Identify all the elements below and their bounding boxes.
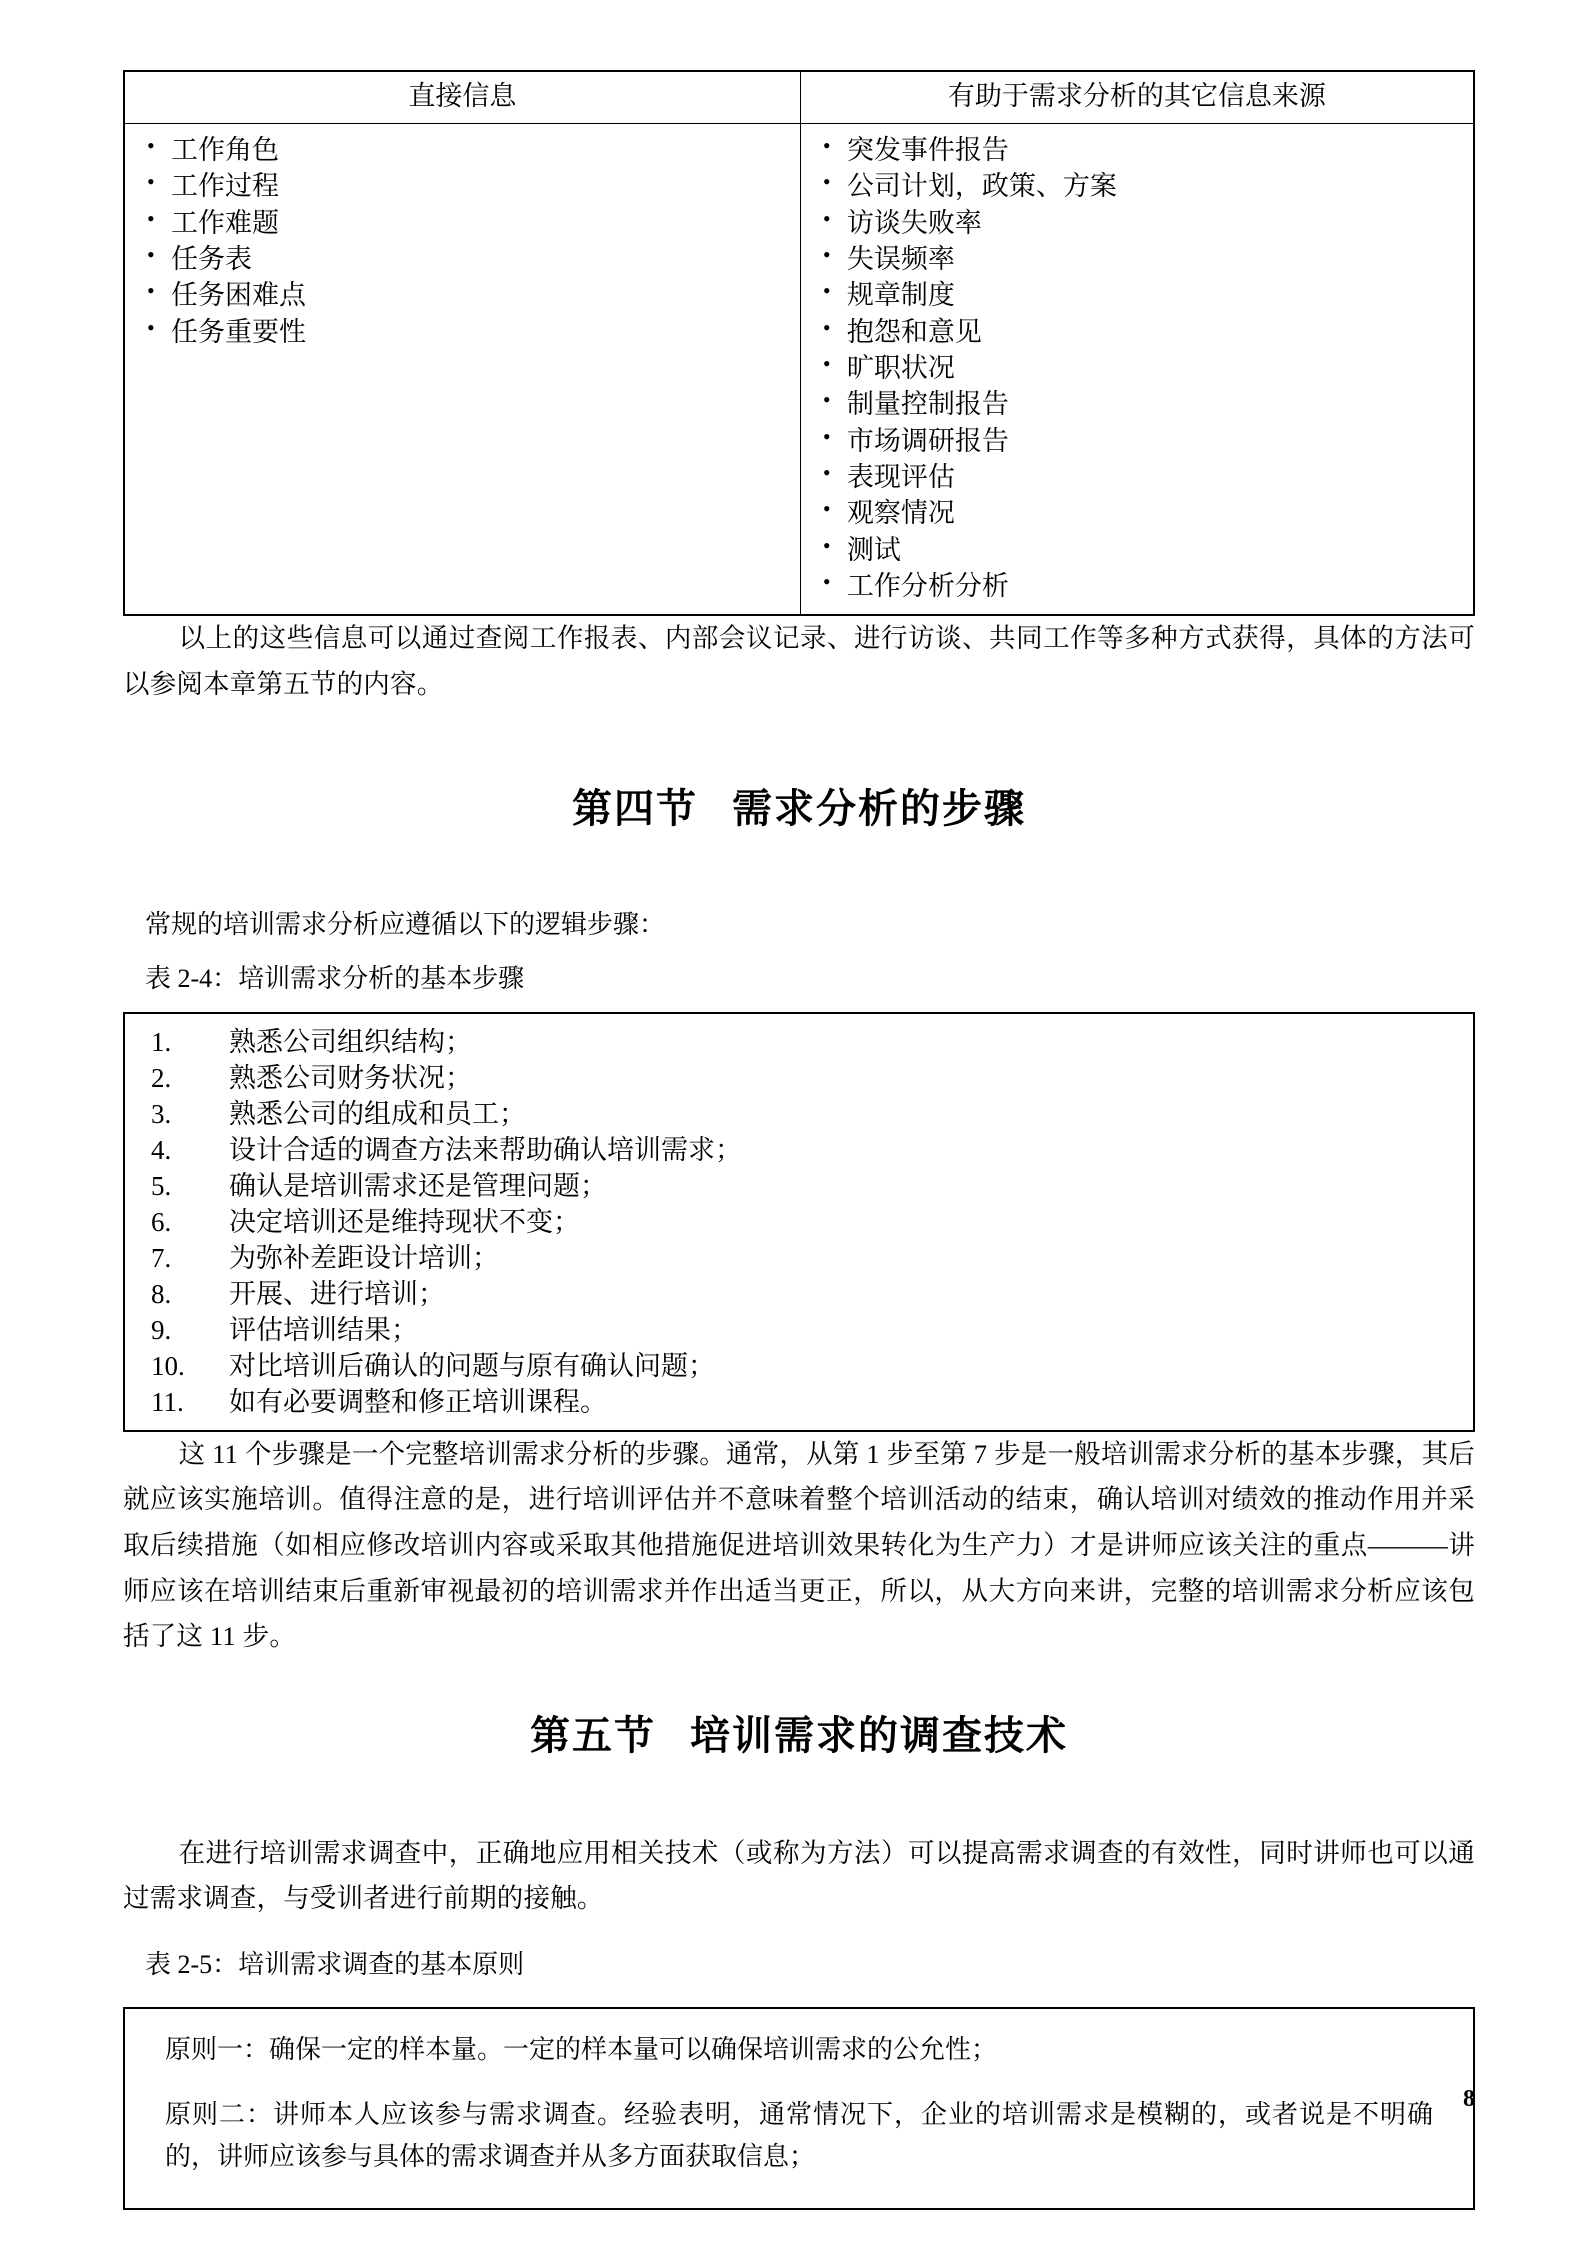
list-item: • 测试 (801, 532, 1473, 568)
list-item: • 工作过程 (125, 168, 800, 204)
information-sources-table (123, 70, 1475, 616)
section-five-title: 培训需求的调查技术 (690, 1712, 1068, 1758)
information-sources-table-head (124, 71, 1474, 124)
list-item: • 抱怨和意见 (801, 314, 1473, 350)
table-row (124, 124, 1474, 616)
step-text: 确认是培训需求还是管理问题； (229, 1170, 607, 1201)
table-header-row (124, 71, 1474, 124)
list-item (125, 1168, 1473, 1204)
spacer-after-section-five-heading (123, 1761, 1475, 1831)
list-item: • 表现评估 (801, 459, 1473, 495)
list-item: • 制量控制报告 (801, 386, 1473, 422)
list-item (125, 1348, 1473, 1384)
step-number: 4. (151, 1134, 172, 1165)
list-item: • 突发事件报告 (801, 132, 1473, 168)
list-item: • 旷职状况 (801, 350, 1473, 386)
list-item: • 任务重要性 (125, 314, 800, 350)
step-text: 熟悉公司财务状况； (229, 1062, 472, 1093)
step-number: 3. (151, 1098, 172, 1129)
list-item (125, 1312, 1473, 1348)
paragraph-after-information-table: 以上的这些信息可以通过查阅工作报表、内部会议记录、进行访谈、共同工作等多种方式获得，具体的方法可以参阅本章第五节的内容。 (123, 623, 1475, 699)
section-four-heading (123, 777, 1475, 834)
section-four-title: 需求分析的步骤 (732, 786, 1026, 832)
section-four-body-paragraph: 这 11 个步骤是一个完整培训需求分析的步骤。通常，从第 1 步至第 7 步是一般培训需求分析的基本步骤，其后就应该实施培训。值得注意的是，进行培训评估并不意味着整个培训活动的结束，确认培训对绩效的推动作用并采取后续措施（如相应修改培训内容或采取其他措施促进培训效果转化为生产力）才是讲师应该关注的重点———讲师应该在培训结束后重新审视最初的培训需求并作出适当更正，所以，从大方向来讲，完整的培训需求分析应该包括了这 11 步。 (123, 1438, 1475, 1652)
step-number: 7. (151, 1242, 172, 1273)
column-header-direct-information: 直接信息 (124, 71, 800, 124)
step-text: 如有必要调整和修正培训课程。 (229, 1386, 607, 1417)
list-item: • 公司计划，政策、方案 (801, 168, 1473, 204)
list-item: • 工作角色 (125, 132, 800, 168)
step-text: 熟悉公司组织结构； (229, 1026, 472, 1057)
spacer-before-caption-2-5 (123, 1922, 1475, 1944)
page-number: 8 (1463, 2086, 1475, 2112)
step-number: 9. (151, 1314, 172, 1345)
section-four-label: 第四节 (572, 786, 698, 832)
list-item (125, 1384, 1473, 1420)
step-number: 2. (151, 1062, 172, 1093)
list-item: • 失误频率 (801, 241, 1473, 277)
step-number: 6. (151, 1206, 172, 1237)
spacer-before-caption-2-4 (123, 946, 1475, 958)
page-content (123, 0, 1475, 2210)
step-number: 8. (151, 1278, 172, 1309)
principle-one: 原则一：确保一定的样本量。一定的样本量可以确保培训需求的公允性； (165, 2035, 998, 2065)
principles-table (123, 2007, 1475, 2209)
spacer-before-steps-box (123, 1000, 1475, 1012)
list-item: • 访谈失败率 (801, 205, 1473, 241)
list-item: • 市场调研报告 (801, 423, 1473, 459)
step-number: 11. (151, 1386, 184, 1417)
list-item: • 任务困难点 (125, 277, 800, 313)
list-item: • 工作分析分析 (801, 568, 1473, 604)
section-five-heading (123, 1704, 1475, 1761)
other-information-sources-list (801, 124, 1473, 614)
section-five-label: 第五节 (530, 1712, 656, 1758)
step-text: 设计合适的调查方法来帮助确认培训需求； (229, 1134, 742, 1165)
step-number: 5. (151, 1170, 172, 1201)
list-item (125, 1096, 1473, 1132)
list-item (125, 1204, 1473, 1240)
direct-information-list (125, 124, 800, 360)
list-item: • 任务表 (125, 241, 800, 277)
training-steps-table (123, 1012, 1475, 1432)
list-item: • 工作难题 (125, 205, 800, 241)
list-item (125, 1024, 1473, 1060)
step-text: 开展、进行培训； (229, 1278, 445, 1309)
step-text: 决定培训还是维持现状不变； (229, 1206, 580, 1237)
step-text: 为弥补差距设计培训； (229, 1242, 499, 1273)
list-item: • 观察情况 (801, 495, 1473, 531)
step-text: 熟悉公司的组成和员工； (229, 1098, 526, 1129)
cell-direct-information (124, 124, 800, 616)
section-five-body-paragraph: 在进行培训需求调查中，正确地应用相关技术（或称为方法）可以提高需求调查的有效性，同时讲师也可以通过需求调查，与受训者进行前期的接触。 (123, 1837, 1475, 1914)
list-item: • 规章制度 (801, 277, 1473, 313)
spacer-before-section-five (123, 1660, 1475, 1704)
column-header-other-information-sources: 有助于需求分析的其它信息来源 (800, 71, 1474, 124)
section-four-lead-text: 常规的培训需求分析应遵循以下的逻辑步骤： (145, 910, 666, 940)
step-number: 1. (151, 1026, 172, 1057)
cell-other-information-sources (800, 124, 1474, 616)
step-text: 评估培训结果； (229, 1314, 418, 1345)
information-sources-table-body (124, 124, 1474, 616)
principle-two: 原则二：讲师本人应该参与需求调查。经验表明，通常情况下，企业的培训需求是模糊的，或者说是不明确的，讲师应该参与具体的需求调查并从多方面获取信息； (165, 2099, 1433, 2171)
spacer-before-principles-box (123, 1985, 1475, 2007)
training-steps-list (125, 1014, 1473, 1430)
step-text: 对比培训后确认的问题与原有确认问题； (229, 1350, 715, 1381)
spacer-before-section-four (123, 707, 1475, 777)
list-item (125, 1276, 1473, 1312)
step-number: 10. (151, 1350, 185, 1381)
list-item (125, 1060, 1473, 1096)
top-margin-spacer (123, 0, 1475, 70)
list-item (125, 1132, 1473, 1168)
table-2-5-caption: 表 2-5：培训需求调查的基本原则 (145, 1949, 525, 1979)
table-2-4-caption: 表 2-4：培训需求分析的基本步骤 (145, 963, 525, 993)
list-item (125, 1240, 1473, 1276)
spacer-after-section-four-heading (123, 834, 1475, 904)
